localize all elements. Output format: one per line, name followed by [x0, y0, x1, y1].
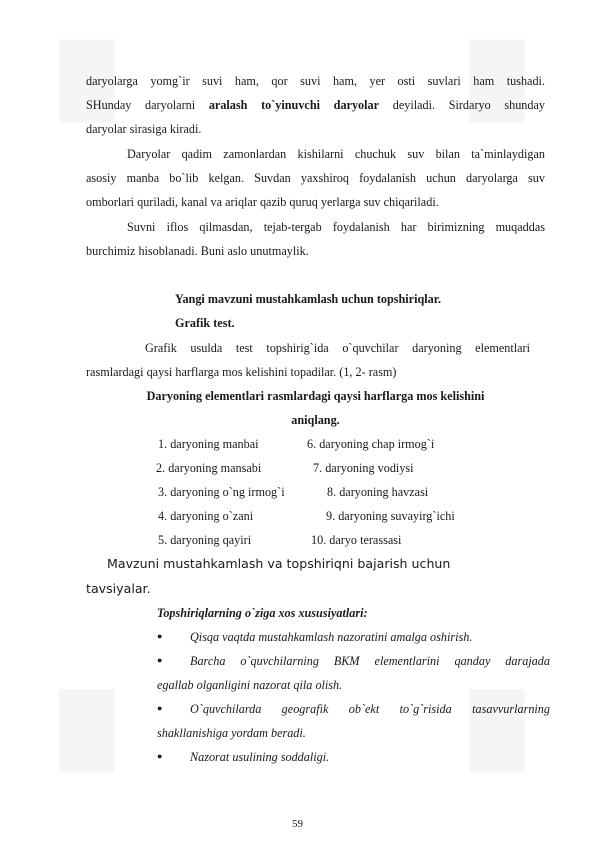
list-item: 1. daryoning manbai	[158, 437, 259, 451]
paragraph-line: rasmlardagi qaysi harflarga mos kelishini topadilar. (1, 2- rasm)	[86, 365, 397, 379]
list-item: 6. daryoning chap irmog`i	[307, 437, 435, 451]
feature-item: O`quvchilarda geografik ob`ekt to`g`risida tasavvurlarning	[190, 702, 550, 716]
section-heading: Yangi mavzuni mustahkamlash uchun topshiriqlar.	[175, 292, 442, 306]
bullet-icon: ●	[157, 655, 163, 665]
list-item: 4. daryoning o`zani	[158, 509, 254, 523]
feature-item: Nazorat usulining soddaligi.	[190, 750, 330, 764]
list-item: 7. daryoning vodiysi	[313, 461, 414, 475]
section-subheading: Grafik test.	[175, 316, 235, 330]
table-title: aniqlang.	[291, 413, 340, 427]
list-item: 5. daryoning qayiri	[158, 533, 252, 547]
paragraph-line: daryolar sirasiga kiradi.	[86, 122, 202, 136]
text-run: SHunday daryolarni	[86, 98, 209, 112]
paragraph-line: burchimiz hisoblanadi. Buni aslo unutmaylik.	[86, 244, 309, 258]
table-title: Daryoning elementlari rasmlardagi qaysi harflarga mos kelishini	[146, 389, 485, 403]
text-run: deyiladi. Sirdaryo shunday	[379, 98, 545, 112]
feature-item: Qisqa vaqtda mustahkamlash nazoratini amalga oshirish.	[190, 630, 473, 644]
list-item: 9. daryoning suvayirg`ichi	[326, 509, 455, 523]
list-item: 8. daryoning havzasi	[327, 485, 429, 499]
term-bold: aralash to`yinuvchi daryolar	[208, 98, 380, 112]
watermark	[60, 690, 114, 772]
paragraph-line: asosiy manba bo`lib kelgan. Suvdan yaxshiroq foydalanish uchun daryolarga suv	[86, 171, 545, 185]
paragraph-line: Suvni iflos qilmasdan, tejab-tergab foydalanish har birimizning muqaddas	[127, 220, 545, 234]
list-item: 2. daryoning mansabi	[156, 461, 262, 475]
feature-item: egallab olganligini nazorat qila olish.	[157, 678, 343, 692]
paragraph-line: omborlari quriladi, kanal va ariqlar qazib quruq yerlarga suv chiqariladi.	[86, 195, 439, 209]
bullet-icon: ●	[157, 703, 163, 713]
feature-item: Barcha o`quvchilarning BKM elementlarini qanday darajada	[190, 654, 550, 668]
list-item: 10. daryo terassasi	[311, 533, 402, 547]
paragraph-line	[86, 97, 545, 113]
list-item: 3. daryoning o`ng irmog`i	[158, 485, 285, 499]
paragraph-line: daryolarga yomg`ir suvi ham, qor suvi ham, yer osti suvlari ham tushadi.	[86, 74, 545, 88]
paragraph-line: Grafik usulda test topshirig`ida o`quvchilar daryoning elementlari	[145, 341, 530, 355]
bullet-icon: ●	[157, 631, 163, 641]
paragraph-line: Daryolar qadim zamonlardan kishilarni chuchuk suv bilan ta`minlaydigan	[127, 147, 545, 161]
section-title: Mavzuni mustahkamlash va topshiriqni bajarish uchun	[107, 556, 451, 571]
features-subtitle: Topshiriqlarning o`ziga xos xususiyatlari:	[157, 606, 368, 620]
section-title: tavsiyalar.	[86, 581, 151, 596]
feature-item: shakllanishiga yordam beradi.	[157, 726, 306, 740]
bullet-icon: ●	[157, 751, 163, 761]
page-number: 59	[292, 818, 303, 830]
